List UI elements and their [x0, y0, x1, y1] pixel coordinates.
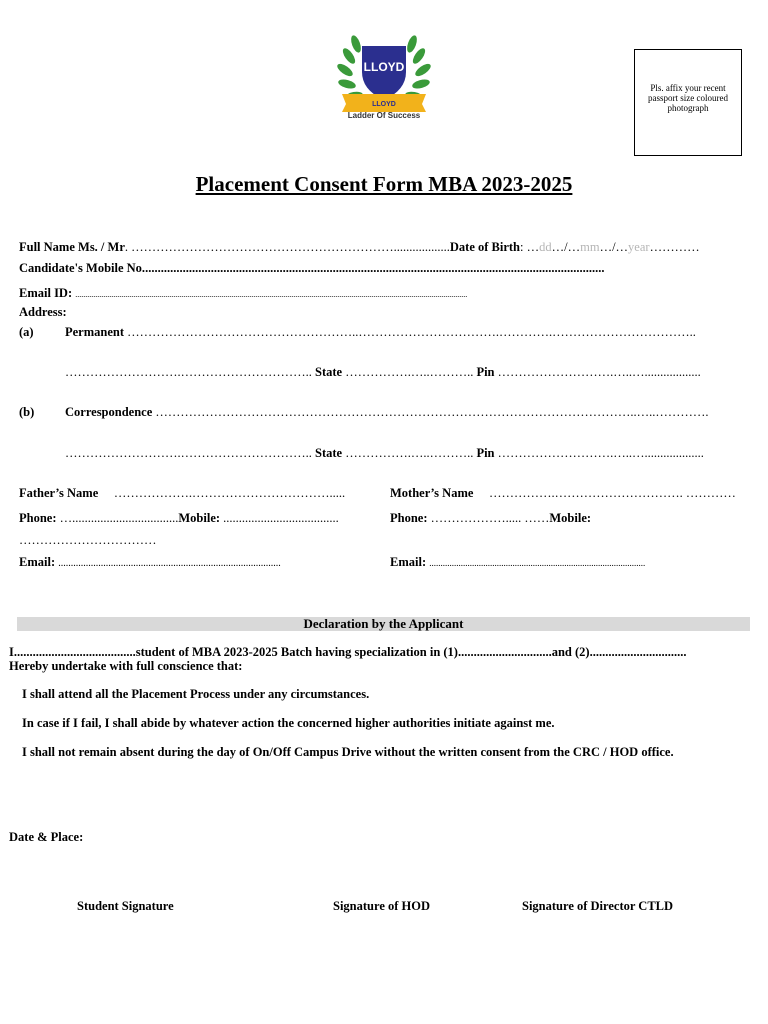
permanent-row: [65, 325, 696, 340]
father-phone-field[interactable]: …..................................: [59, 511, 179, 525]
logo-tagline: Ladder Of Success: [347, 111, 421, 120]
correspondence-state-field[interactable]: …………….…..………..: [345, 446, 474, 460]
email-label: Email ID:: [19, 286, 73, 300]
mother-phone-field[interactable]: ………………..... ……: [430, 511, 550, 525]
father-name-row: [19, 486, 345, 501]
dob-sep-c: …………: [649, 240, 700, 254]
father-email-row: [19, 555, 281, 570]
mother-phone-label: Phone:: [390, 511, 428, 525]
ribbon-text: LLOYD: [372, 101, 396, 108]
father-phone-label: Phone:: [19, 511, 57, 525]
mother-name-row: [390, 486, 736, 501]
father-email-label: Email:: [19, 555, 56, 569]
director-signature: Signature of Director CTLD: [522, 899, 674, 913]
correspondence-line-field[interactable]: ……………………….…………………………..: [65, 446, 312, 460]
declaration-line1: I.......................................student of MBA 2023-2025 Batch having specialization in (1)..............................and (2)...............................: [9, 645, 687, 659]
declaration-line2: Hereby undertake with full conscience that:: [9, 659, 243, 673]
full-name-row: [19, 240, 700, 255]
photo-box: [634, 49, 742, 156]
father-mobile-label: Mobile:: [178, 511, 221, 525]
correspondence-state-row: [65, 446, 704, 461]
hod-signature: Signature of HOD: [333, 899, 430, 913]
dob-label: Date of Birth: [449, 240, 521, 254]
correspondence-pin-field[interactable]: ……………………….…..…...................: [497, 446, 704, 460]
correspondence-field[interactable]: ……………………………………………………………………………………………………..…..………….: [155, 405, 709, 419]
mother-email-label: Email:: [390, 555, 427, 569]
permanent-pin-field[interactable]: ……………………….…..…..................: [497, 365, 701, 379]
mobile-field[interactable]: ...................................................................................................................................................: [145, 261, 605, 275]
student-signature: Student Signature: [77, 899, 174, 913]
mother-mobile-label: Mobile:: [549, 511, 592, 525]
declaration-point-3: I shall not remain absent during the day of On/Off Campus Drive without the written consent from the CRC / HOD office.: [22, 745, 674, 759]
permanent-label: Permanent: [65, 325, 125, 339]
father-phone-row: [19, 511, 339, 526]
full-name-field[interactable]: . ………………………………………………………..................: [124, 240, 450, 254]
father-name-label: Father’s Name: [19, 486, 99, 500]
mobile-label: Candidate's Mobile No.: [19, 261, 146, 275]
declaration-heading: Declaration by the Applicant: [17, 617, 750, 631]
dob-sep-b: …/…: [599, 240, 629, 254]
permanent-line-field[interactable]: ……………………….…………………………..: [65, 365, 312, 379]
declaration-point-2: In case if I fail, I shall abide by whatever action the concerned higher authorities initiate against me.: [22, 716, 555, 730]
dob-mm[interactable]: mm: [580, 240, 600, 254]
dob-sep-a: …/…: [551, 240, 581, 254]
state-label: State: [315, 446, 343, 460]
dob-dd[interactable]: dd: [539, 240, 552, 254]
father-name-field[interactable]: ……………….…………………………….....: [113, 486, 346, 500]
mother-name-field[interactable]: …………….…………………………. …………: [489, 486, 736, 500]
dob-sep: : …: [520, 240, 540, 254]
mother-email-row: [390, 555, 645, 570]
email-field[interactable]: ....................................................................................................................................................................................................: [75, 290, 468, 299]
mother-phone-row: [390, 511, 591, 526]
mother-name-label: Mother’s Name: [390, 486, 474, 500]
full-name-label: Full Name Ms. / Mr: [19, 240, 125, 254]
father-mobile-field[interactable]: .....................................: [223, 511, 339, 525]
institute-logo: [300, 8, 468, 150]
address-b-marker: (b): [19, 405, 35, 419]
correspondence-label: Correspondence: [65, 405, 153, 419]
permanent-field[interactable]: ………………………………………………..…………………………….………….……………………………..: [127, 325, 696, 339]
address-label: Address:: [19, 305, 67, 319]
mobile-row: [19, 261, 604, 276]
email-row: [19, 286, 467, 301]
father-email-field[interactable]: .........................................................................................: [58, 558, 281, 569]
permanent-state-field[interactable]: …………….…..………..: [345, 365, 474, 379]
photo-instruction: Pls. affix your recent passport size coloured photograph: [648, 83, 728, 113]
declaration-point-1: I shall attend all the Placement Process under any circumstances.: [22, 687, 370, 701]
pin-label: Pin: [476, 446, 495, 460]
address-a-marker: (a): [19, 325, 34, 339]
pin-label: Pin: [476, 365, 495, 379]
page-title: Placement Consent Form MBA 2023-2025: [195, 172, 573, 196]
state-label: State: [315, 365, 343, 379]
correspondence-row: [65, 405, 709, 420]
mother-email-field[interactable]: ................................................................................................: [429, 558, 646, 568]
date-place-label: Date & Place:: [9, 830, 84, 844]
permanent-state-row: [65, 365, 701, 380]
father-mobile-cont[interactable]: ……………………………: [19, 533, 157, 547]
logo-name: LLOYD: [363, 60, 405, 74]
dob-year[interactable]: year: [628, 240, 650, 254]
